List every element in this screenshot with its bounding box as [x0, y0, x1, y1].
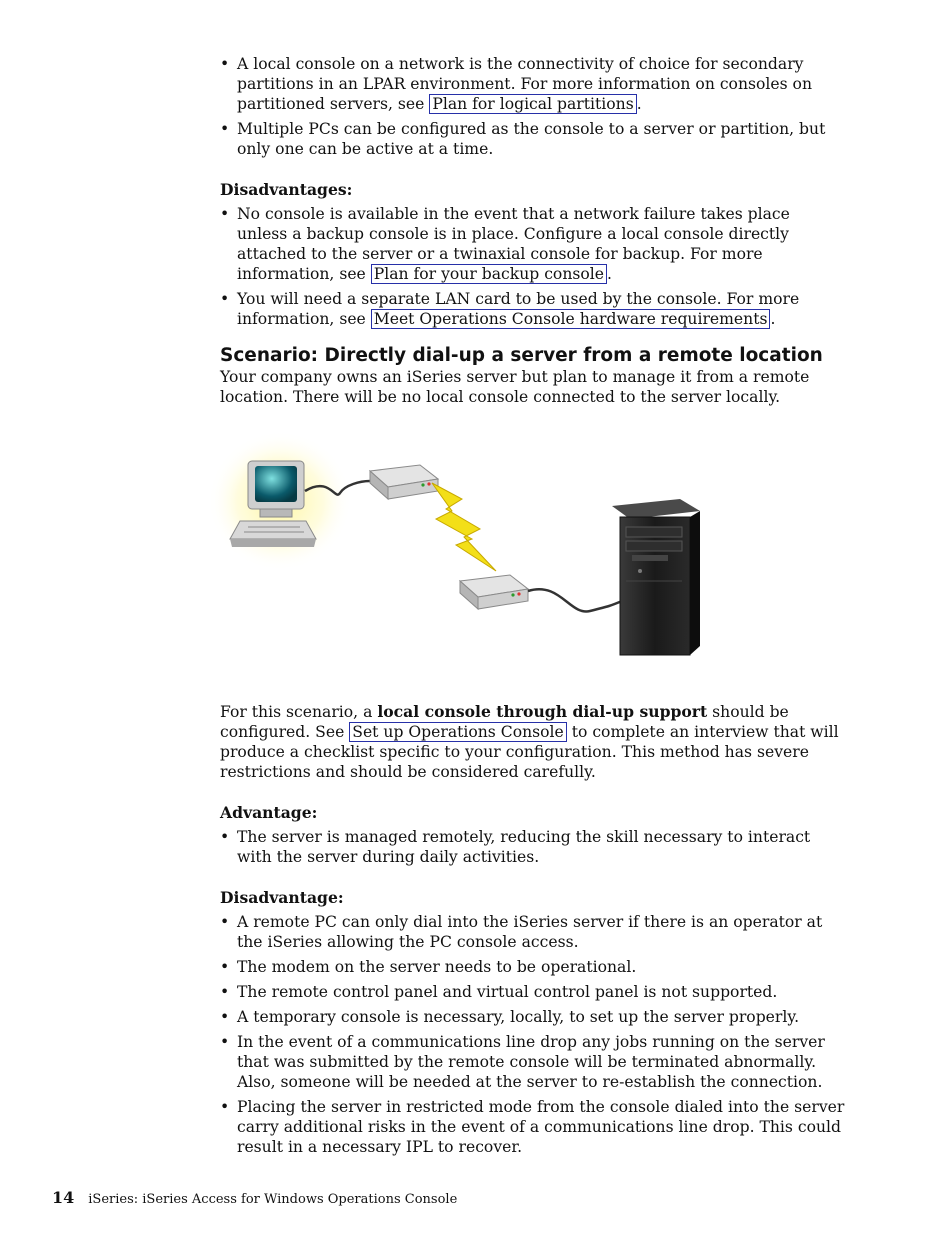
list-item: • A remote PC can only dial into the iSeries server if there is an operator at the iSeries allowing the PC console access.	[220, 912, 845, 952]
link-hardware-requirements[interactable]: Meet Operations Console hardware requirements	[371, 309, 771, 329]
scenario-title: Scenario: Directly dial-up a server from a remote location	[220, 345, 823, 366]
scenario-intro: Your company owns an iSeries server but plan to manage it from a remote location. There will be no local console connected to the server locally.	[220, 368, 810, 406]
iseries-server-icon	[612, 499, 700, 655]
disadvantages-heading: Disadvantages:	[220, 180, 353, 199]
list-item: • The modem on the server needs to be operational.	[220, 957, 845, 977]
link-plan-backup-console[interactable]: Plan for your backup console	[371, 264, 607, 284]
list-item: • No console is available in the event that a network failure takes place unless a backup console is in place. Configure a local console directly attached to the server or a twinaxial console for backup. For more information, see Plan for your backup console .	[220, 204, 845, 284]
page-content	[220, 54, 845, 1162]
config-paragraph: For this scenario, a local console through dial-up support should be configured. See Set up Operations Console to complete an interview that will produce a checklist specific to your configuration. This method has severe restrictions and should be considered carefully.	[220, 702, 839, 781]
list-item: • A temporary console is necessary, locally, to set up the server properly.	[220, 1007, 845, 1027]
lightning-bolt-icon	[432, 483, 496, 571]
disadvantages-bullet-list	[220, 204, 845, 329]
list-item: • The remote control panel and virtual control panel is not supported.	[220, 982, 845, 1002]
cable-modem-server	[528, 589, 622, 611]
list-item: • The server is managed remotely, reducing the skill necessary to interact with the server during daily activities.	[220, 827, 845, 867]
list-item: • In the event of a communications line drop any jobs running on the server that was submitted by the remote console will be terminated abnormally. Also, someone will be needed at the server to re-establish the connection.	[220, 1032, 845, 1092]
list-item: • You will need a separate LAN card to be used by the console. For more information, see Meet Operations Console hardware requirements .	[220, 289, 845, 329]
list-item: • A local console on a network is the connectivity of choice for secondary partitions in an LPAR environment. For more information on consoles on partitioned servers, see Plan for logical partitions .	[220, 54, 845, 114]
local-modem-icon	[370, 465, 438, 499]
list-item: • Multiple PCs can be configured as the console to a server or partition, but only one can be active at a time.	[220, 119, 845, 159]
dialup-illustration	[210, 431, 730, 676]
page-footer	[52, 1188, 457, 1207]
advantage-bullet-list	[220, 827, 845, 867]
page-number: 14	[52, 1188, 75, 1207]
remote-modem-icon	[460, 575, 528, 609]
disadvantage-bullet-list	[220, 912, 845, 1157]
intro-bullet-list	[220, 54, 845, 159]
link-setup-operations-console[interactable]: Set up Operations Console	[349, 722, 566, 742]
list-item: • Placing the server in restricted mode from the console dialed into the server carry additional risks in the event of a communications line drop. This could result in a necessary IPL to recover.	[220, 1097, 845, 1157]
dialup-diagram	[210, 431, 730, 676]
disadvantage-heading: Disadvantage:	[220, 888, 344, 907]
advantage-heading: Advantage:	[220, 803, 318, 822]
footer-title: iSeries: iSeries Access for Windows Operations Console	[88, 1192, 458, 1207]
link-plan-logical-partitions[interactable]: Plan for logical partitions	[429, 94, 636, 114]
